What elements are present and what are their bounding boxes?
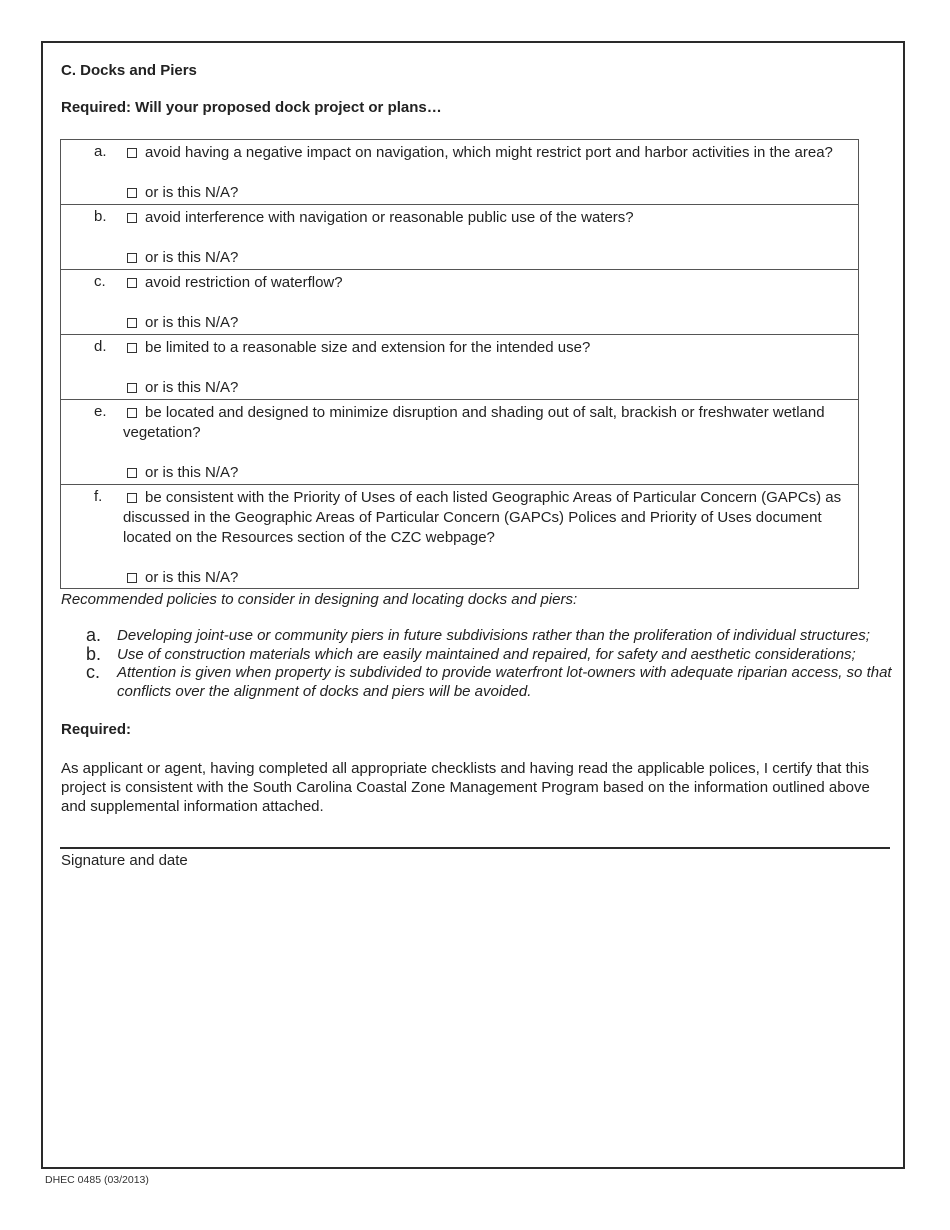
checkbox-d-na[interactable] (127, 383, 137, 393)
question-row-c (61, 269, 858, 334)
list-text: Attention is given when property is subdivided to provide waterfront lot-owners with adequate riparian access, so that conflicts over the alignment of docks and piers will be avoided. (117, 664, 892, 700)
checkbox-f-yes[interactable] (127, 493, 137, 503)
na-label: or is this N/A? (145, 249, 239, 266)
na-label: or is this N/A? (145, 464, 239, 481)
checkbox-f-na[interactable] (127, 573, 137, 583)
list-text: Use of construction materials which are easily maintained and repaired, for safety and aesthetic considerations; (117, 645, 856, 663)
na-label: or is this N/A? (145, 184, 239, 201)
question-row-a (61, 140, 858, 204)
na-label: or is this N/A? (145, 314, 239, 331)
list-letter: b. (86, 643, 102, 664)
recommended-title: Recommended policies to consider in designing and locating docks and piers: (61, 591, 578, 608)
list-item (86, 627, 896, 646)
questions-table (60, 139, 859, 589)
question-text: be consistent with the Priority of Uses of each listed Geographic Areas of Particular Concern (GAPCs) as discussed in the Geographic Areas of Particular Concern (GAPCs) Polices and Priority of Uses document located on the Resources section of the CZC webpage? (123, 489, 842, 546)
required-label: Required: (61, 721, 132, 738)
question-letter: b. (94, 208, 107, 225)
question-row-e (61, 399, 858, 484)
section-title: C. Docks and Piers (61, 62, 197, 79)
recommended-list (86, 627, 896, 701)
checkbox-e-na[interactable] (127, 468, 137, 478)
question-text: avoid having a negative impact on navigation, which might restrict port and harbor activities in the area? (145, 144, 833, 161)
na-label: or is this N/A? (145, 379, 239, 396)
na-label: or is this N/A? (145, 569, 239, 586)
question-row-d (61, 334, 858, 399)
question-text: be limited to a reasonable size and extension for the intended use? (145, 339, 591, 356)
question-letter: c. (94, 273, 106, 290)
checkbox-c-yes[interactable] (127, 278, 137, 288)
list-item (86, 643, 896, 665)
checkbox-d-yes[interactable] (127, 343, 137, 353)
question-text: avoid restriction of waterflow? (145, 274, 343, 291)
signature-label: Signature and date (61, 852, 188, 869)
question-row-b (61, 204, 858, 269)
question-text: avoid interference with navigation or reasonable public use of the waters? (145, 209, 634, 226)
question-letter: e. (94, 403, 107, 420)
required-question: Required: Will your proposed dock project or plans… (61, 99, 442, 116)
question-row-f (61, 484, 858, 588)
question-text: be located and designed to minimize disruption and shading out of salt, brackish or freshwater wetland vegetation? (123, 404, 825, 441)
list-letter: c. (86, 662, 101, 682)
signature-line[interactable] (60, 847, 890, 849)
checkbox-e-yes[interactable] (127, 408, 137, 418)
checkbox-c-na[interactable] (127, 318, 137, 328)
checkbox-a-yes[interactable] (127, 148, 137, 158)
question-letter: a. (94, 143, 107, 160)
checkbox-a-na[interactable] (127, 188, 137, 198)
list-text: Developing joint-use or community piers in future subdivisions rather than the proliferation of individual structures; (117, 627, 870, 644)
form-footer: DHEC 0485 (03/2013) (45, 1174, 149, 1186)
checkbox-b-na[interactable] (127, 253, 137, 263)
question-letter: d. (94, 338, 107, 355)
list-letter: a. (86, 625, 102, 645)
list-item (86, 664, 896, 701)
checkbox-b-yes[interactable] (127, 213, 137, 223)
certification-text: As applicant or agent, having completed all appropriate checklists and having read the applicable polices, I certify that this project is consistent with the South Carolina Coastal Zone Management Program based on the information outlined above and supplemental information attached. (61, 760, 870, 815)
question-letter: f. (94, 488, 103, 505)
